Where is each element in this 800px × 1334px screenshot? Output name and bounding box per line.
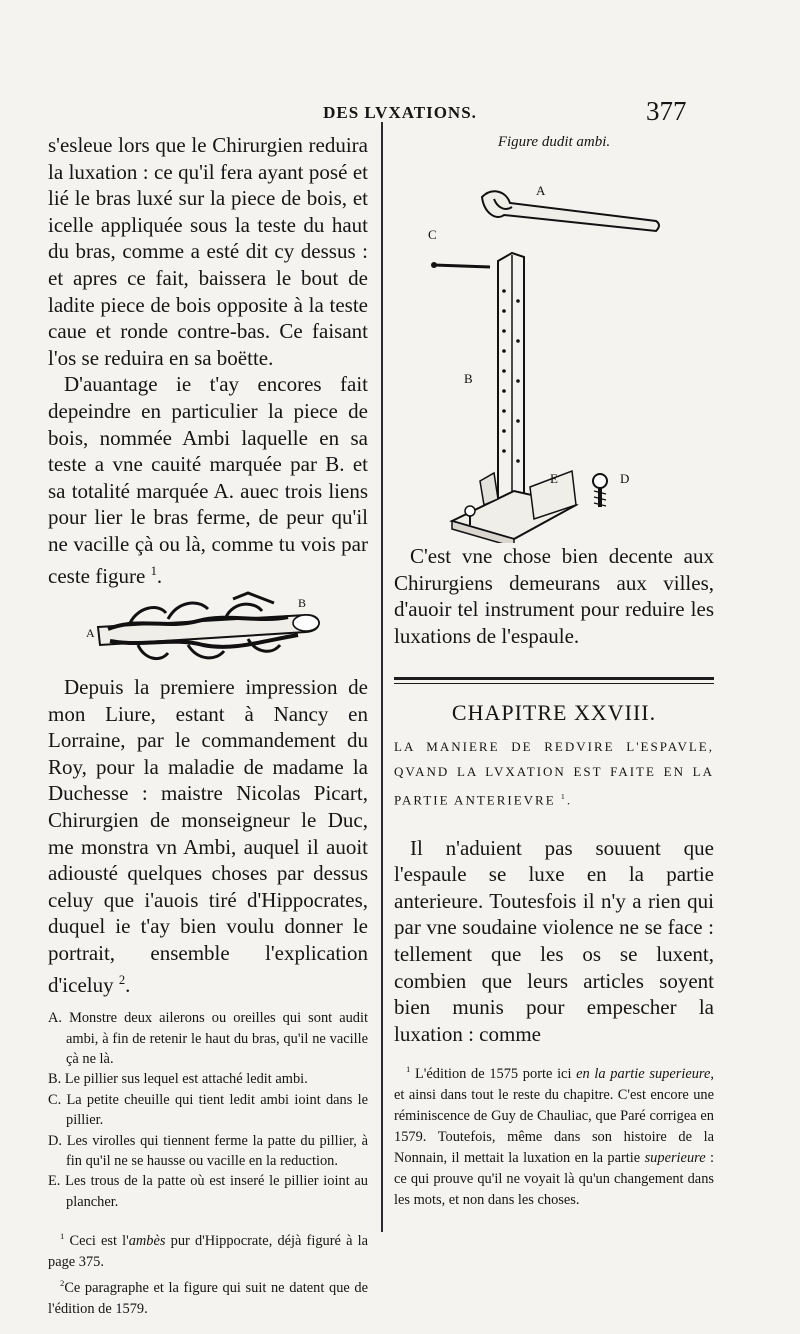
left-paragraph-2 <box>48 371 368 589</box>
footnote-ref-2: 2 <box>118 972 126 987</box>
footnote-2-text: Ce paragraphe et la figure qui suit ne datent que de l'édition de 1579. <box>48 1279 368 1317</box>
footnote-1-text-b: pur d'Hippocrate, déjà figuré à la page 375. <box>48 1233 368 1271</box>
figure2-label-e: E <box>550 471 558 486</box>
legend-item-c: C. La petite cheuille qui tient ledit ambi ioint dans le pillier. <box>48 1091 368 1129</box>
ambi-figure-2 <box>394 151 714 543</box>
figure-caption: Figure dudit ambi. <box>497 134 611 150</box>
right-footnotes <box>394 1059 714 1211</box>
chapter-title: CHAPITRE XXVIII. <box>451 700 657 726</box>
chapter-footnote-text-b: , et ainsi dans tout le reste du chapitre. C'est encore une réminiscence de Guy de Chauliac, que Paré corrigea en 1579. Toutefois, même dans son histoire de la Nonnain, il mettait la luxation en la partie <box>394 1066 714 1167</box>
ambi-plank-illustration <box>48 589 368 671</box>
legend-item-d: D. Les virolles qui tiennent ferme la patte du pillier, à fin qu'il ne se hausse ou vacille en la reduction. <box>48 1132 368 1170</box>
chapter-footnote-emphasis-1: en la partie superieure <box>576 1066 711 1083</box>
ambi-pillar-illustration <box>394 151 714 543</box>
ambi-figure-1 <box>48 589 368 671</box>
chapter-footnote-text-c: : ce qui prouve qu'il ne voyait là qu'un changement dans les mots, et non dans les choses. <box>394 1150 714 1209</box>
figure2-label-b: B <box>464 371 473 386</box>
chapter-subtitle-end: . <box>566 792 573 808</box>
left-footnotes <box>48 1226 368 1320</box>
figure1-label-a: A <box>86 626 95 641</box>
footnote-1-emphasis: ambès <box>128 1233 166 1250</box>
footnote-ref-1: 1 <box>150 563 157 578</box>
column-divider <box>381 122 383 1232</box>
figure2-label-d: D <box>620 471 630 486</box>
left-column <box>48 132 368 1320</box>
right-paragraph-2: Il n'aduient pas souuent que l'espaule se luxe en la partie anterieure. Toutesfois il n'y a rien qui par vne soudaine violence ne se face : tellement que les os se luxent, combien que leurs articles soyent bien munis pour empescher la luxation : comme <box>394 835 714 1046</box>
footnote-2 <box>48 1273 368 1320</box>
chapter-footnote-number: 1 <box>406 1064 411 1075</box>
chapter-subtitle <box>394 734 714 812</box>
figure1-label-b: B <box>298 596 307 611</box>
figure2-label-a: A <box>536 183 546 198</box>
legend-item-b: B. Le pillier sus lequel est attaché ledit ambi. <box>48 1071 308 1088</box>
chapter-footnote-text-a: L'édition de 1575 porte ici <box>415 1066 577 1083</box>
legend-item-a: A. Monstre deux ailerons ou oreilles qui sont audit ambi, à fin de retenir le haut du bras, qu'il ne vacille çà ne là. <box>48 1010 368 1068</box>
chapter-footnote-emphasis-2: superieure <box>644 1150 706 1167</box>
chapter-footnote <box>394 1059 714 1211</box>
left-paragraph-3-end: . <box>125 972 131 997</box>
footnote-1-text-a: Ceci est l' <box>69 1233 129 1250</box>
left-paragraph-3 <box>48 674 368 998</box>
left-paragraph-3-text: Depuis la premiere impression de mon Liure, estant à Nancy en Lorraine, par le commandement du Roy, pour la maladie de madame la Duchesse : maistre Nicolas Picart, Chirurgien de monseigneur le Duc, me monstra vn Ambi, auquel il auoit adiousté quelques choses par dessus celuy que i'auois tiré d'Hippocrates, duquel ie t'ay bien voulu donner le portrait, ensemble l'explication d'iceluy <box>48 675 368 997</box>
footnote-1-number: 1 <box>60 1231 65 1242</box>
legend-item-e: E. Les trous de la patte où est inseré le pillier ioint au plancher. <box>48 1173 368 1210</box>
chapter-footnote-ref: 1 <box>560 792 567 802</box>
chapter-rule <box>394 677 714 684</box>
chapter-subtitle-text: LA MANIERE DE REDVIRE L'ESPAVLE, QVAND LA LVXATION EST FAITE EN LA PARTIE ANTERIEVRE <box>394 739 714 808</box>
footnote-1 <box>48 1226 368 1273</box>
chapter-rule-thick <box>394 677 714 680</box>
chapter-rule-thin <box>394 683 714 684</box>
figure2-label-c: C <box>428 227 437 242</box>
left-paragraph-2-end: . <box>156 563 163 588</box>
figure-legend <box>48 1008 368 1212</box>
page-number: 377 <box>646 96 687 126</box>
running-title: DES LVXATIONS. <box>323 103 477 122</box>
right-paragraph-1: C'est vne chose bien decente aux Chirurgiens demeurans aux villes, d'auoir tel instrument pour reduire les luxations de l'espaule. <box>394 544 714 648</box>
footnote-2-number: 2 <box>60 1278 65 1289</box>
left-paragraph-1: s'esleue lors que le Chirurgien reduira la luxation : ce qu'il fera ayant posé et lié le bras luxé sur la piece de bois, et icelle appliquée sous la teste du haut du bras, comme a esté dit cy dessus : et apres ce fait, baissera le bout de ladite piece de bois opposite à la teste caue et ronde contre-bas. Ce faisant l'os se reduira en sa boëtte. <box>48 133 368 370</box>
left-paragraph-2-text: D'auantage ie t'ay encores fait depeindre en particulier la piece de bois, nommée Ambi laquelle en sa teste a vne cauité marquée par B. et sa totalité marquée A. auec trois liens pour lier le bras ferme, de peur qu'il ne vacille çà ou là, comme tu vois par ceste figure <box>48 372 368 588</box>
right-column <box>394 134 714 1211</box>
